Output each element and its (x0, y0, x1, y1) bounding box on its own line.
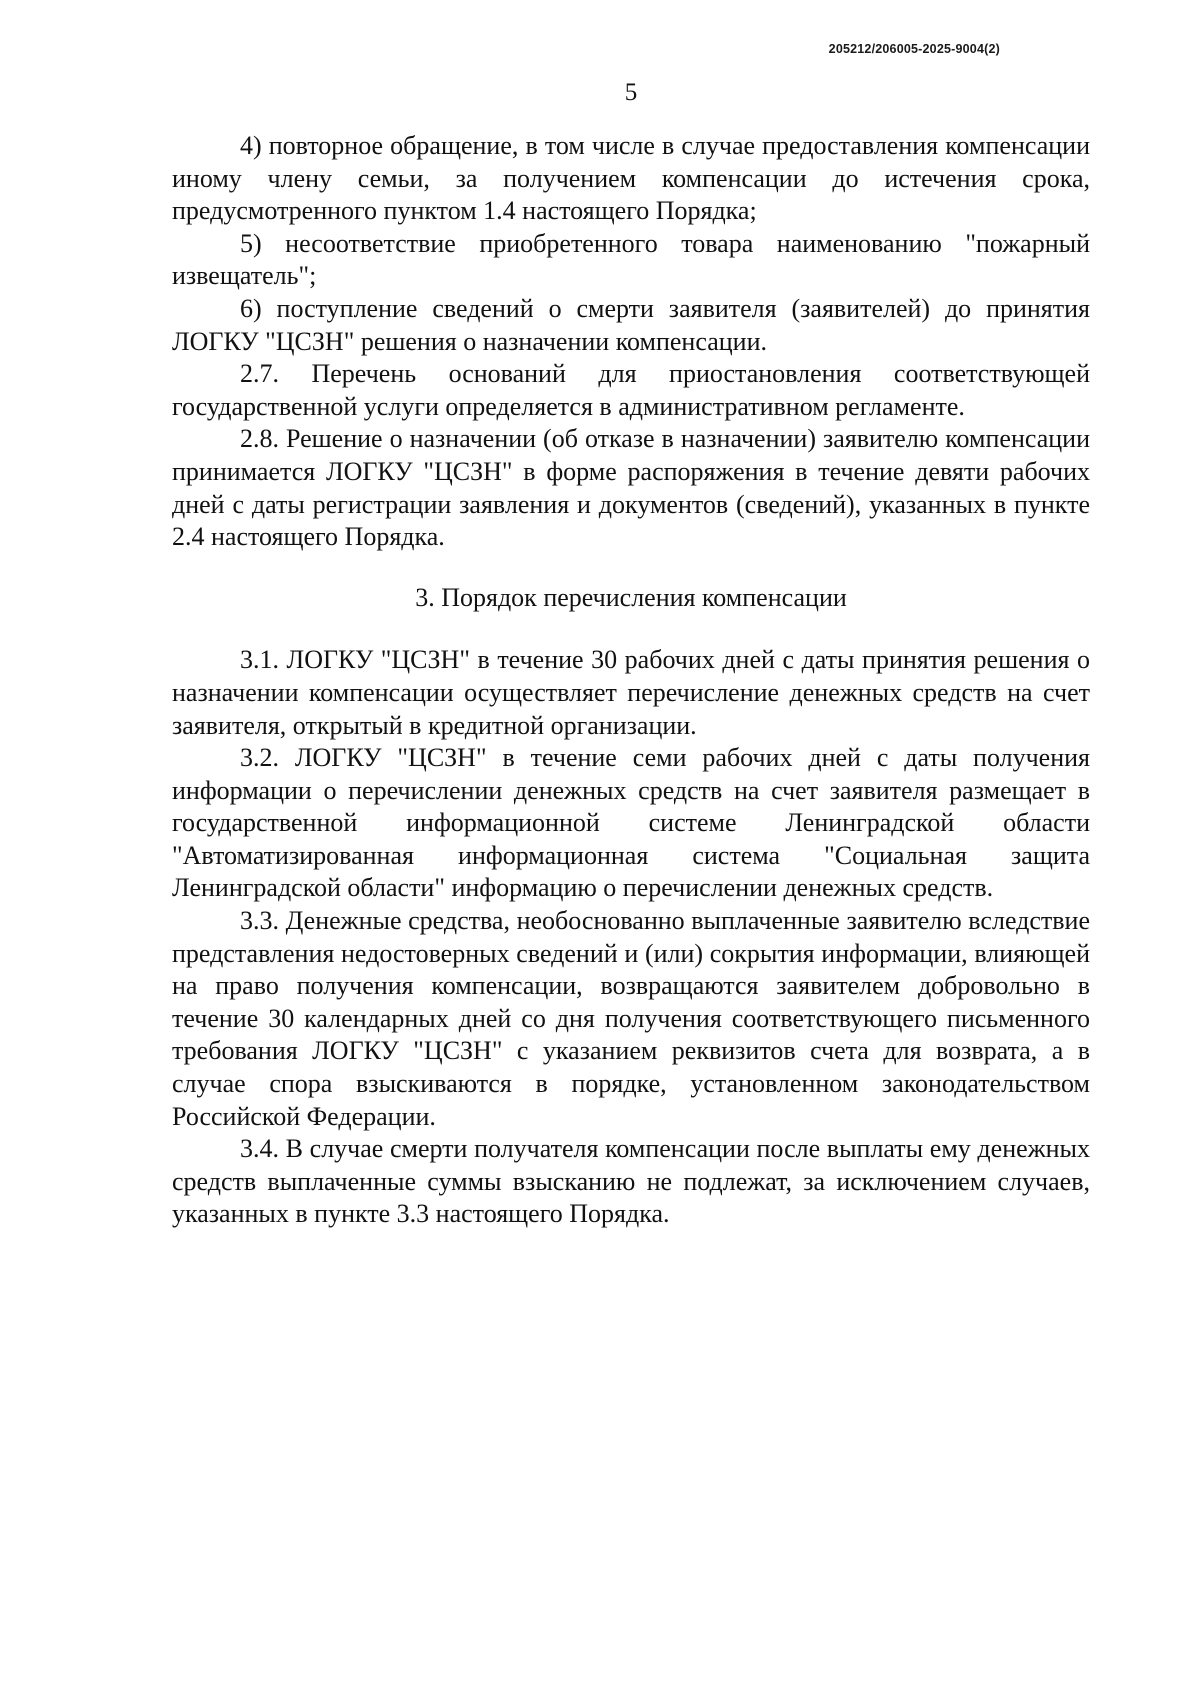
paragraph-2-8: 2.8. Решение о назначении (об отказе в назначении) заявителю компенсации принимается ЛОГКУ "ЦСЗН" в форме распоряжения в течение девяти рабочих дней с даты регистрации заявления и документов (сведений), указанных в пункте 2.4 настоящего Порядка. (172, 424, 1090, 552)
paragraph-item-5-product-mismatch: 5) несоответствие приобретенного товара наименованию "пожарный извещатель"; (172, 228, 1090, 291)
paragraph-item-4-repeat-application: 4) повторное обращение, в том числе в случае предоставления компенсации иному члену семьи, за получением компенсации до истечения срока, предусмотренного пунктом 1.4 настоящего Порядка; (172, 131, 1090, 226)
paragraph-3-4: 3.4. В случае смерти получателя компенсации после выплаты ему денежных средств выплаченные суммы взысканию не подлежат, за исключением случаев, указанных в пункте 3.3 настоящего Порядка. (172, 1134, 1090, 1229)
paragraph-3-2: 3.2. ЛОГКУ "ЦСЗН" в течение семи рабочих дней с даты получения информации о перечислении денежных средств на счет заявителя размещает в государственной информационной системе Ленинградской области "Автоматизированная информационная система "Социальная защита Ленинградской области" информацию о перечислении денежных средств. (172, 743, 1090, 903)
paragraph-3-1: 3.1. ЛОГКУ "ЦСЗН" в течение 30 рабочих дней с даты принятия решения о назначении компенсации осуществляет перечисление денежных средств на счет заявителя, открытый в кредитной организации. (172, 645, 1090, 740)
paragraph-3-3: 3.3. Денежные средства, необоснованно выплаченные заявителю вследствие представления недостоверных сведений и (или) сокрытия информации, влияющей на право получения компенсации, возвращаются заявителем добровольно в течение 30 календарных дней со дня получения соответствующего письменного требования ЛОГКУ "ЦСЗН" с указанием реквизитов счета для возврата, а в случае спора взыскиваются в порядке, установленном законодательством Российской Федерации. (172, 906, 1090, 1131)
document-body (172, 130, 1090, 1231)
paragraph-2-7: 2.7. Перечень оснований для приостановления соответствующей государственной услуги определяется в административном регламенте. (172, 359, 1090, 421)
document-registration-number: 205212/206005-2025-9004(2) (828, 42, 1000, 56)
section-heading: 3. Порядок перечисления компенсации (415, 582, 847, 612)
page-number: 5 (624, 79, 638, 106)
paragraph-item-6-death-info: 6) поступление сведений о смерти заявителя (заявителей) до принятия ЛОГКУ "ЦСЗН" решения о назначении компенсации. (172, 293, 1090, 356)
